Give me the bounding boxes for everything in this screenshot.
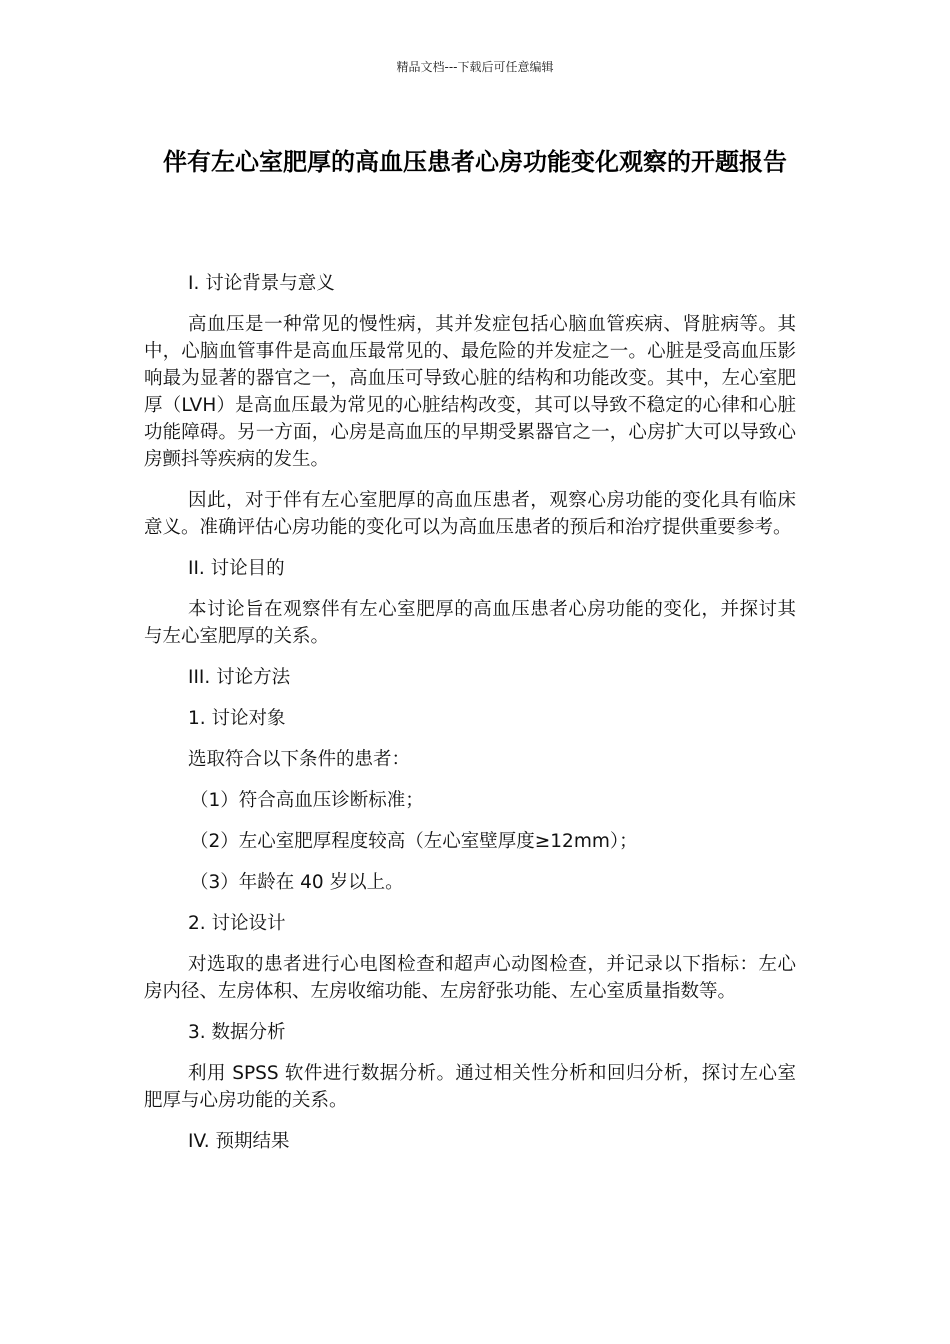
section-heading-background: I. 讨论背景与意义 [188,273,335,294]
subsection-heading-subjects: 1. 讨论对象 [188,708,286,729]
page-header-watermark: 精品文档---下载后可任意编辑 [396,60,554,74]
paragraph-analysis: 利用 SPSS 软件进行数据分析。通过相关性分析和回归分析，探讨左心室肥厚与心房功能的关系。 [144,1063,796,1111]
section-heading-methods: III. 讨论方法 [188,667,291,688]
paragraph-background-1: 高血压是一种常见的慢性病，其并发症包括心脑血管疾病、肾脏病等。其中，心脑血管事件是高血压最常见的、最危险的并发症之一。心脏是受高血压影响最为显著的器官之一，高血压可导致心脏的结构和功能改变。其中，左心室肥厚（LVH）是高血压最为常见的心脏结构改变，其可以导致不稳定的心律和心脏功能障碍。另一方面，心房是高血压的早期受累器官之一，心房扩大可以导致心房颤抖等疾病的发生。 [144,314,796,470]
section-heading-purpose: II. 讨论目的 [188,558,285,579]
subsection-heading-design: 2. 讨论设计 [188,913,286,934]
subjects-intro: 选取符合以下条件的患者： [188,749,411,770]
subsection-heading-analysis: 3. 数据分析 [188,1022,286,1043]
section-heading-expected-results: IV. 预期结果 [188,1131,290,1152]
criteria-item-2: （2）左心室肥厚程度较高（左心室壁厚度≥12mm）； [190,831,638,852]
document-body [144,270,796,1169]
criteria-item-3: （3）年龄在 40 岁以上。 [190,872,404,893]
paragraph-design: 对选取的患者进行心电图检查和超声心动图检查，并记录以下指标：左心房内径、左房体积、左房收缩功能、左房舒张功能、左心室质量指数等。 [144,954,796,1002]
paragraph-purpose: 本讨论旨在观察伴有左心室肥厚的高血压患者心房功能的变化，并探讨其与左心室肥厚的关系。 [144,599,796,647]
paragraph-background-2: 因此，对于伴有左心室肥厚的高血压患者，观察心房功能的变化具有临床意义。准确评估心房功能的变化可以为高血压患者的预后和治疗提供重要参考。 [144,490,796,538]
criteria-item-1: （1）符合高血压诊断标准； [190,790,424,811]
document-title: 伴有左心室肥厚的高血压患者心房功能变化观察的开题报告 [163,148,787,176]
